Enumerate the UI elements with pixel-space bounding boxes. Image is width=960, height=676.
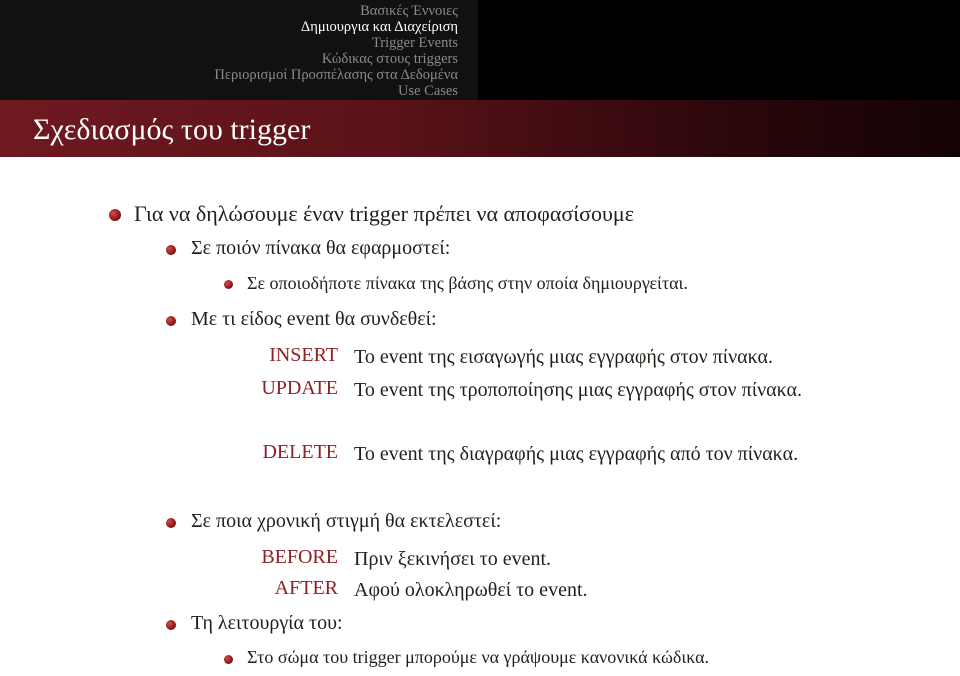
bullet-icon	[166, 620, 176, 630]
function-answer-text: Στο σώμα του trigger μπορούμε να γράψουμε κανονικά κώδικα.	[247, 647, 710, 667]
bullet-icon	[166, 518, 176, 528]
nav-item-creation-management[interactable]: Δημιουργια και Διαχείριση	[300, 19, 458, 35]
bullet-icon	[166, 245, 176, 255]
nav-item-use-cases[interactable]: Use Cases	[397, 83, 458, 99]
event-desc-delete: Το event της διαγραφής μιας εγγραφής από τον πίνακα.	[354, 443, 799, 465]
event-desc-update: Το event της τροποποίησης μιας εγγραφής στον πίνακα.	[354, 379, 802, 401]
slide-title: Σχεδιασμός του trigger	[33, 113, 311, 146]
nav-item-data-access-restrictions[interactable]: Περιορισμοί Προσπέλασης στα Δεδομένα	[214, 67, 458, 83]
which-table-text: Σε ποιόν πίνακα θα εφαρμοστεί:	[191, 237, 451, 259]
nav-item-basic-concepts[interactable]: Βασικές Έννοιες	[360, 3, 458, 19]
bullet-icon	[166, 316, 176, 326]
event-term-update: UPDATE	[261, 377, 338, 399]
which-table-answer-text: Σε οποιοδήποτε πίνακα της βάσης στην οποία δημιουργείται.	[247, 273, 688, 293]
event-term-insert: INSERT	[269, 344, 338, 366]
bullet-icon	[109, 209, 121, 221]
nav-item-trigger-code[interactable]: Κώδικας στους triggers	[321, 51, 458, 67]
event-term-delete: DELETE	[262, 441, 338, 463]
when-text: Σε ποια χρονική στιγμή θα εκτελεστεί:	[191, 510, 502, 532]
event-desc-insert: Το event της εισαγωγής μιας εγγραφής στον πίνακα.	[354, 346, 774, 368]
timing-desc-after: Αφού ολοκληρωθεί το event.	[354, 579, 588, 601]
which-event-text: Με τι είδος event θα συνδεθεί:	[191, 308, 437, 330]
timing-desc-before: Πριν ξεκινήσει το event.	[354, 548, 552, 570]
bullet-icon	[224, 280, 233, 289]
timing-term-after: AFTER	[274, 577, 338, 599]
function-text: Τη λειτουργία του:	[191, 612, 343, 634]
nav-item-trigger-events[interactable]: Trigger Events	[371, 35, 458, 51]
timing-term-before: BEFORE	[261, 546, 338, 568]
main-bullet-text: Για να δηλώσουμε έναν trigger πρέπει να αποφασίσουμε	[134, 201, 634, 226]
bullet-icon	[224, 655, 233, 664]
